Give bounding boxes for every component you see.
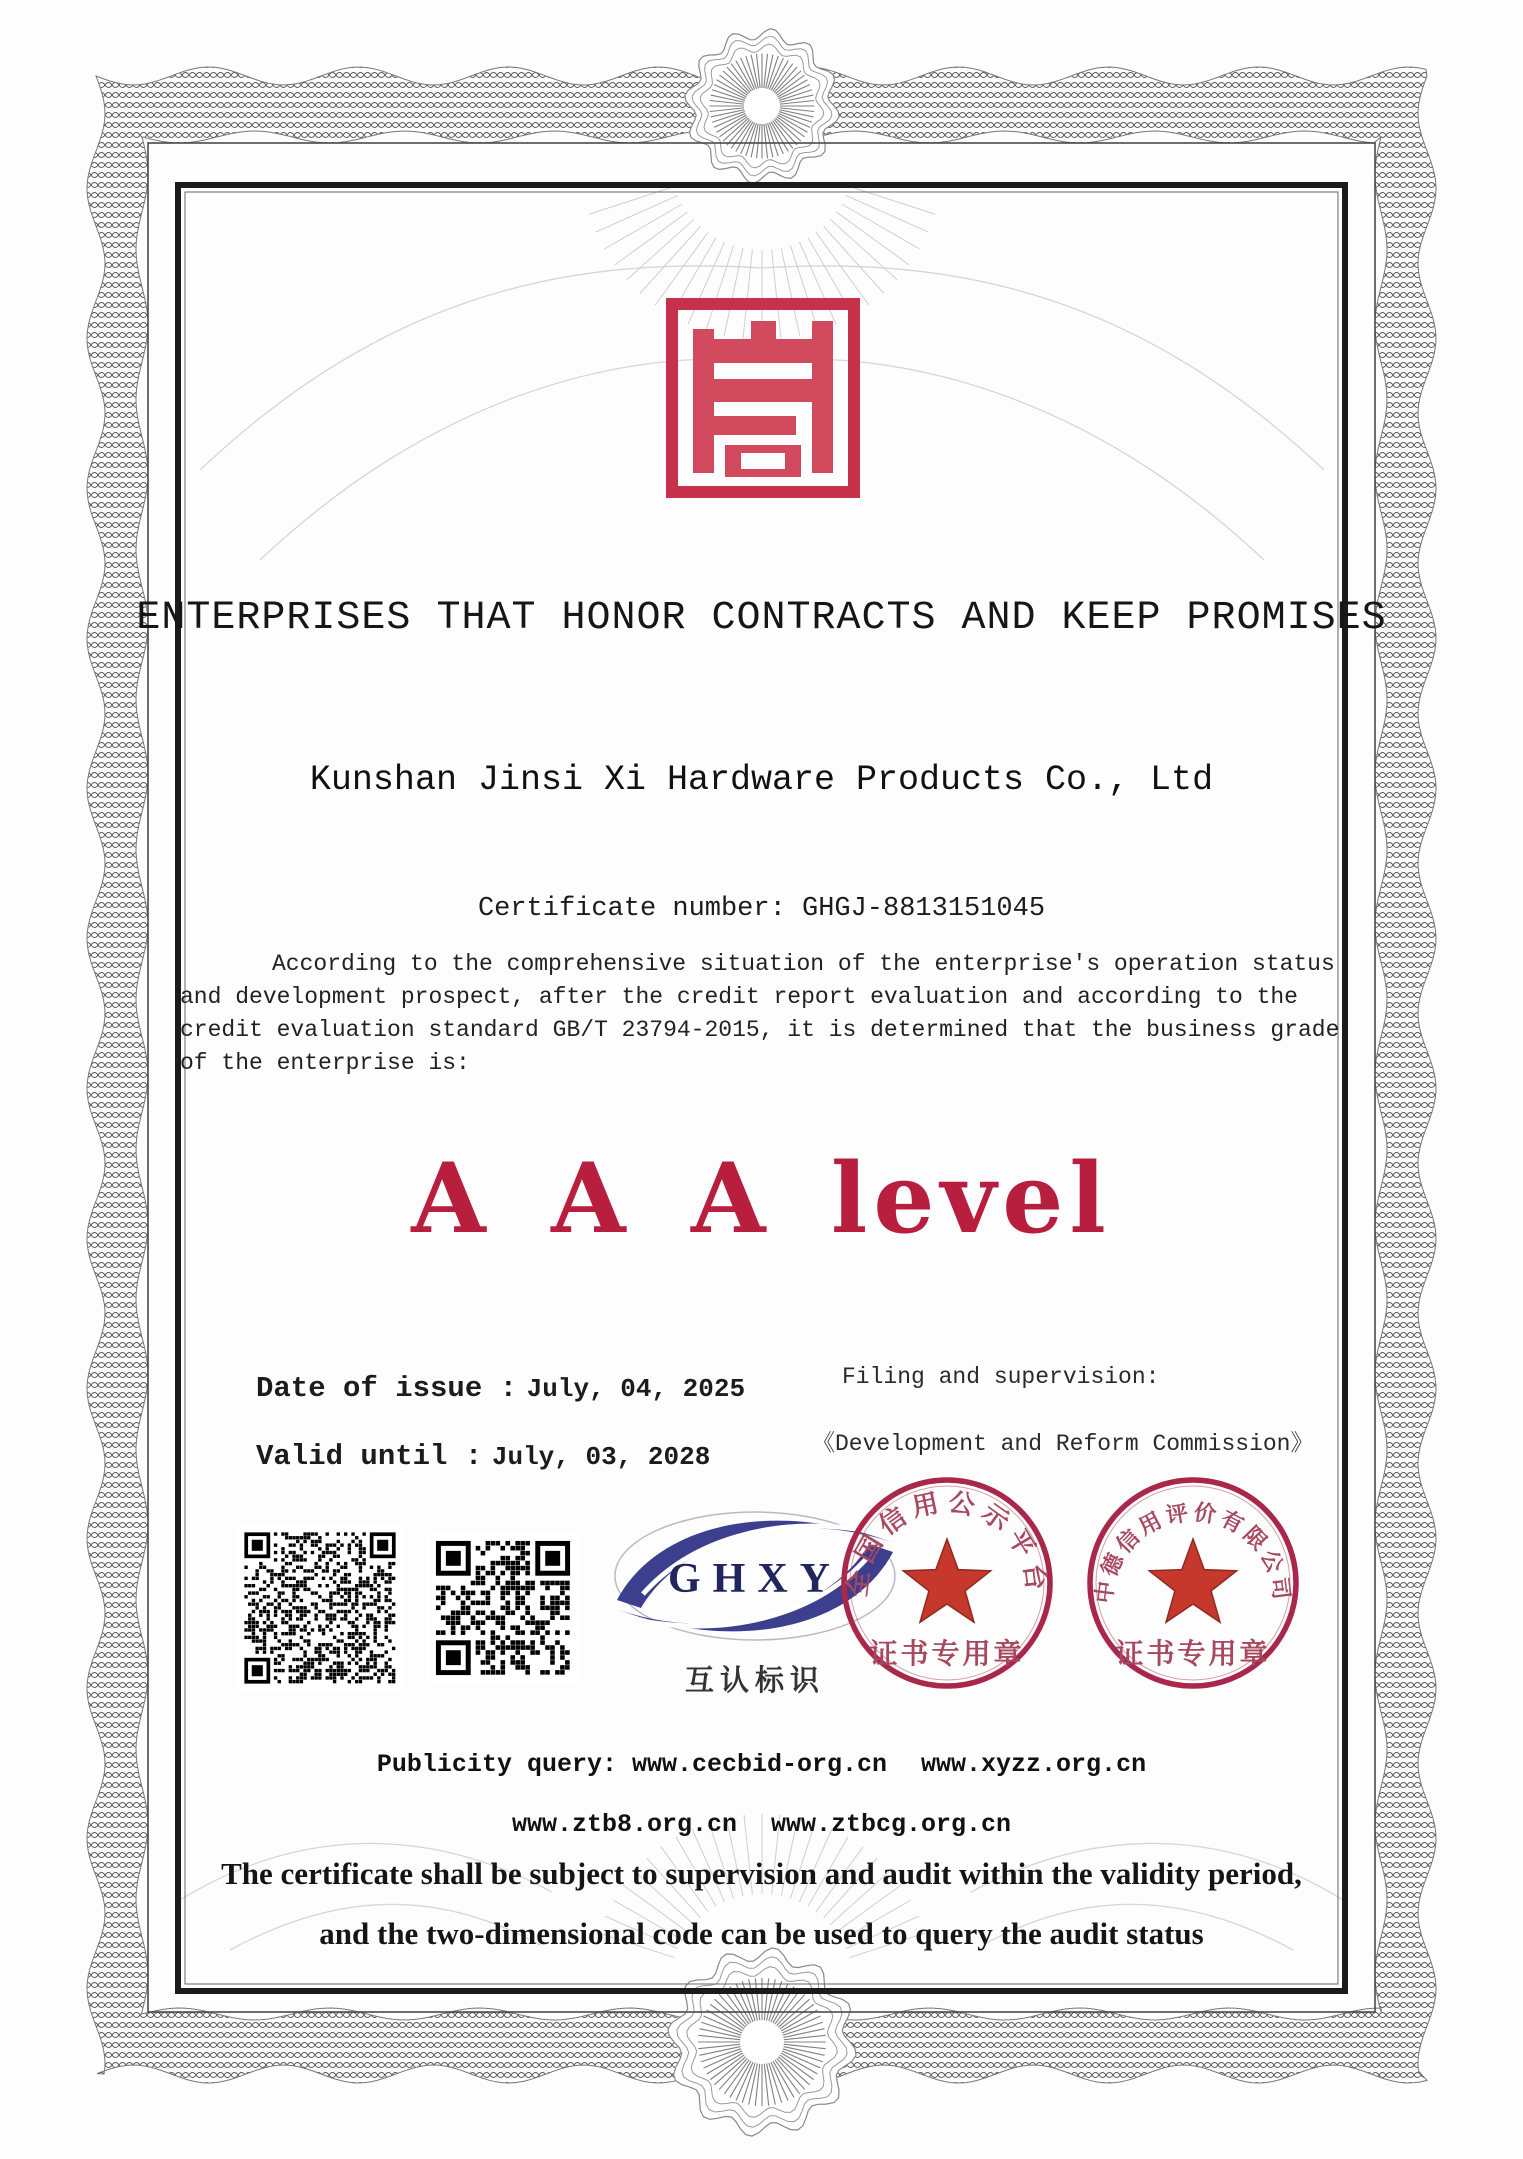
certificate-number-label: Certificate number: xyxy=(477,894,786,924)
qr-code-1 xyxy=(237,1525,403,1691)
certificate-number-value: GHGJ-8813151045 xyxy=(802,894,1046,924)
company-name: Kunshan Jinsi Xi Hardware Products Co., Ltd xyxy=(309,760,1214,800)
qr-code-2 xyxy=(426,1531,580,1685)
issue-date-label: Date of issue : xyxy=(256,1372,518,1405)
circular-seal-national-platform xyxy=(837,1473,1057,1693)
publicity-query-line-2 xyxy=(0,1810,1523,1839)
seal2-arc-text: 中德信用评价有限公司 xyxy=(1093,1501,1293,1605)
certificate-body-text: According to the comprehensive situation of the enterprise's operation status and development prospect, after the credit report evaluation and according to the credit evaluation standard GB/T 23794-2015, it is determined that the business grade of the enterprise is: xyxy=(180,951,1340,1076)
ghxy-text: GHXY xyxy=(668,1556,842,1602)
certificate-number-line xyxy=(0,894,1523,924)
seal2-bottom-text: 证书专用章 xyxy=(1115,1641,1271,1672)
filing-supervision-label: Filing and supervision: xyxy=(842,1364,1160,1390)
publicity-url-3: www.ztb8.org.cn xyxy=(511,1810,737,1839)
certificate-title: ENTERPRISES THAT HONOR CONTRACTS AND KEEP PROMISES xyxy=(136,596,1387,641)
grade-text: A A A level xyxy=(411,1142,1112,1255)
valid-until-line xyxy=(256,1440,710,1473)
supervision-note-line-1: The certificate shall be subject to supervision and audit within the validity period, xyxy=(221,1856,1302,1891)
publicity-url-1: www.cecbid-org.cn xyxy=(631,1750,888,1779)
valid-until-value: July, 03, 2028 xyxy=(491,1442,711,1472)
ghxy-caption: 互认标识 xyxy=(684,1666,825,1699)
publicity-url-4: www.ztbcg.org.cn xyxy=(771,1810,1012,1839)
seal1-star-icon xyxy=(903,1539,990,1622)
seal1-arc-text: 全国信用公示平台 xyxy=(843,1488,1051,1599)
issue-date-value: July, 04, 2025 xyxy=(526,1374,746,1404)
issue-date-line xyxy=(256,1372,745,1405)
xin-character-seal-logo xyxy=(663,295,863,501)
supervision-note-line-2: and the two-dimensional code can be used to query the audit status xyxy=(319,1916,1204,1951)
seal2-star-icon xyxy=(1149,1539,1236,1622)
filing-supervision-value: 《Development and Reform Commission》 xyxy=(812,1431,1314,1457)
valid-until-label: Valid until : xyxy=(256,1440,483,1473)
publicity-query-line xyxy=(0,1750,1523,1779)
publicity-url-2: www.xyzz.org.cn xyxy=(921,1750,1147,1779)
circular-seal-evaluation-company xyxy=(1083,1473,1303,1693)
seal1-bottom-text: 证书专用章 xyxy=(869,1641,1025,1672)
publicity-query-label: Publicity query: xyxy=(376,1750,617,1779)
